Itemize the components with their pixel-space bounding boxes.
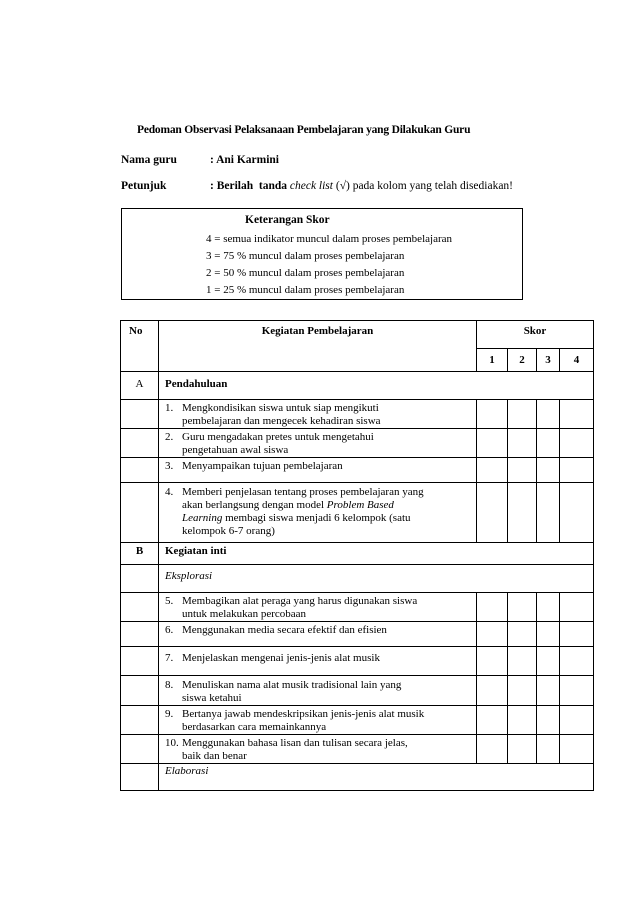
elaborasi-label: Elaborasi — [159, 764, 594, 791]
score-cell[interactable] — [508, 706, 537, 735]
item-7 — [159, 647, 477, 676]
item-1-num: 1. — [165, 402, 174, 414]
skor-col-1: 1 — [477, 349, 508, 372]
table-row — [121, 676, 594, 706]
section-b-title: Kegiatan inti — [159, 543, 594, 565]
table-row — [121, 458, 594, 483]
score-cell[interactable] — [537, 647, 560, 676]
section-b-row — [121, 543, 594, 565]
petunjuk-suffix: (√) pada kolom yang telah disediakan! — [332, 180, 514, 192]
keterangan-line-4: 4 = semua indikator muncul dalam proses pembelajaran — [206, 233, 452, 245]
score-cell[interactable] — [560, 622, 594, 647]
item-1-line1: Mengkondisikan siswa untuk siap mengikuti — [182, 402, 379, 414]
item-3-num: 3. — [165, 460, 174, 472]
score-cell[interactable] — [477, 706, 508, 735]
item-6 — [159, 622, 477, 647]
item-9-line1: Bertanya jawab mendeskripsikan jenis-jenis alat musik — [182, 708, 425, 720]
table-row — [121, 706, 594, 735]
item-7-line1: Menjelaskan mengenai jenis-jenis alat musik — [182, 652, 380, 664]
section-b-letter: B — [121, 543, 159, 565]
item-10 — [159, 735, 477, 764]
score-cell[interactable] — [477, 735, 508, 764]
score-cell[interactable] — [537, 458, 560, 483]
score-cell[interactable] — [477, 483, 508, 543]
score-cell[interactable] — [477, 400, 508, 429]
petunjuk-italic: check list — [289, 180, 333, 192]
petunjuk-text — [210, 180, 513, 192]
item-1 — [159, 400, 477, 429]
item-4-line2-italic: Problem Based — [326, 499, 394, 511]
score-cell[interactable] — [560, 647, 594, 676]
score-cell[interactable] — [508, 458, 537, 483]
item-2-line1: Guru mengadakan pretes untuk mengetahui — [182, 431, 374, 443]
item-4-line4: kelompok 6-7 orang) — [182, 525, 275, 537]
item-4-line3-italic: Learning — [182, 512, 223, 524]
score-cell[interactable] — [537, 593, 560, 622]
score-cell[interactable] — [560, 676, 594, 706]
table-row — [121, 647, 594, 676]
item-5 — [159, 593, 477, 622]
petunjuk-prefix: : Berilah tanda — [210, 180, 290, 192]
score-cell[interactable] — [477, 622, 508, 647]
score-cell[interactable] — [508, 429, 537, 458]
item-10-line2: baik dan benar — [182, 750, 247, 762]
score-cell[interactable] — [560, 400, 594, 429]
table-row — [121, 400, 594, 429]
item-10-line1: Menggunakan bahasa lisan dan tulisan secara jelas, — [182, 737, 408, 749]
nama-guru-label: Nama guru — [121, 154, 177, 166]
item-2-num: 2. — [165, 431, 174, 443]
item-5-line2: untuk melakukan percobaan — [182, 608, 307, 620]
keterangan-line-2: 2 = 50 % muncul dalam proses pembelajaran — [206, 267, 405, 279]
elaborasi-row — [121, 764, 594, 791]
skor-col-4: 4 — [560, 349, 594, 372]
table-row — [121, 622, 594, 647]
item-8-line2: siswa ketahui — [182, 692, 242, 704]
observation-table — [120, 320, 594, 791]
score-cell[interactable] — [477, 458, 508, 483]
score-cell[interactable] — [537, 483, 560, 543]
keterangan-line-1: 1 = 25 % muncul dalam proses pembelajaran — [206, 284, 405, 296]
table-header-row — [121, 321, 594, 349]
score-cell[interactable] — [537, 706, 560, 735]
section-a-letter: A — [121, 372, 159, 400]
eksplorasi-label: Eksplorasi — [159, 565, 594, 593]
table-row — [121, 429, 594, 458]
table-row — [121, 593, 594, 622]
item-8-line1: Menuliskan nama alat musik tradisional lain yang — [182, 679, 402, 691]
document-title: Pedoman Observasi Pelaksanaan Pembelajaran yang Dilakukan Guru — [137, 124, 471, 136]
item-3 — [159, 458, 477, 483]
table-row — [121, 483, 594, 543]
score-cell[interactable] — [560, 735, 594, 764]
nama-guru-value: : Ani Karmini — [210, 154, 280, 166]
score-cell[interactable] — [537, 676, 560, 706]
item-4-line3: membagi siswa menjadi 6 kelompok (satu — [222, 512, 411, 524]
item-10-num: 10. — [165, 737, 179, 749]
score-cell[interactable] — [477, 429, 508, 458]
item-4 — [159, 483, 477, 543]
item-4-line1: Memberi penjelasan tentang proses pembelajaran yang — [182, 486, 424, 498]
item-4-num: 4. — [165, 486, 174, 498]
score-cell[interactable] — [560, 483, 594, 543]
petunjuk-label: Petunjuk — [121, 180, 167, 192]
item-8 — [159, 676, 477, 706]
keterangan-title: Keterangan Skor — [245, 214, 330, 226]
score-cell[interactable] — [560, 593, 594, 622]
score-cell[interactable] — [537, 735, 560, 764]
header-no: No — [121, 321, 159, 372]
item-1-line2: pembelajaran dan mengecek kehadiran siswa — [182, 415, 381, 427]
table-row — [121, 735, 594, 764]
item-2-line2: pengetahuan awal siswa — [182, 444, 289, 456]
item-3-line1: Menyampaikan tujuan pembelajaran — [182, 460, 343, 472]
score-cell[interactable] — [508, 593, 537, 622]
score-cell[interactable] — [477, 647, 508, 676]
skor-col-3: 3 — [537, 349, 560, 372]
item-8-num: 8. — [165, 679, 174, 691]
score-cell[interactable] — [477, 593, 508, 622]
item-7-num: 7. — [165, 652, 174, 664]
keterangan-line-3: 3 = 75 % muncul dalam proses pembelajaran — [206, 250, 405, 262]
item-6-num: 6. — [165, 624, 174, 636]
item-9-line2: berdasarkan cara memainkannya — [182, 721, 327, 733]
score-cell[interactable] — [508, 647, 537, 676]
item-9-num: 9. — [165, 708, 174, 720]
skor-col-2: 2 — [508, 349, 537, 372]
score-cell[interactable] — [560, 706, 594, 735]
score-cell[interactable] — [537, 622, 560, 647]
item-5-line1: Membagikan alat peraga yang harus digunakan siswa — [182, 595, 418, 607]
section-a-row — [121, 372, 594, 400]
score-cell[interactable] — [560, 458, 594, 483]
header-kegiatan: Kegiatan Pembelajaran — [159, 321, 477, 372]
eksplorasi-row — [121, 565, 594, 593]
item-6-line1: Menggunakan media secara efektif dan efisien — [182, 624, 387, 636]
header-skor: Skor — [477, 321, 594, 349]
item-4-line2: akan berlangsung dengan model — [182, 499, 327, 511]
item-2 — [159, 429, 477, 458]
item-5-num: 5. — [165, 595, 174, 607]
score-cell[interactable] — [508, 735, 537, 764]
item-9 — [159, 706, 477, 735]
score-cell[interactable] — [508, 483, 537, 543]
score-cell[interactable] — [477, 676, 508, 706]
section-a-title: Pendahuluan — [159, 372, 594, 400]
score-cell[interactable] — [560, 429, 594, 458]
score-cell[interactable] — [537, 400, 560, 429]
score-cell[interactable] — [508, 400, 537, 429]
score-cell[interactable] — [508, 622, 537, 647]
score-cell[interactable] — [508, 676, 537, 706]
score-cell[interactable] — [537, 429, 560, 458]
